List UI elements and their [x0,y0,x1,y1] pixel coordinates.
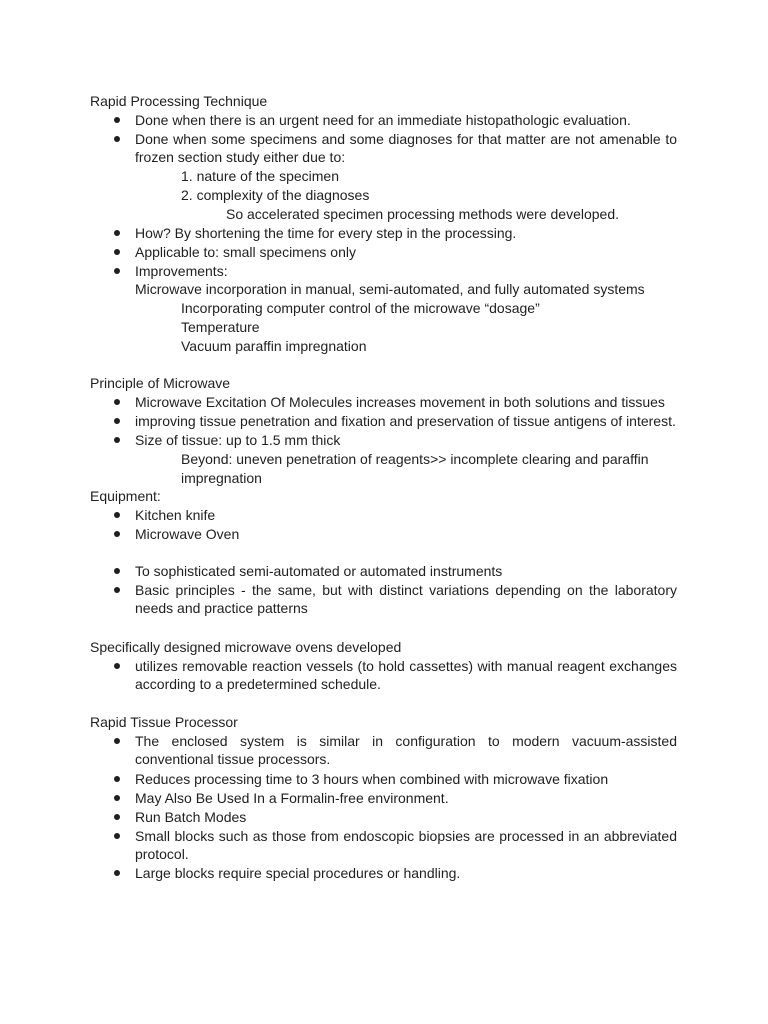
bullet [114,870,120,876]
bullet-text: The enclosed system is similar in configuration to modern vacuum-assisted conventional tissue processors. [135,733,677,767]
section-heading-processor: Rapid Tissue Processor [90,714,238,730]
bullet [114,230,120,236]
sub-item: 2. complexity of the diagnoses [181,187,370,203]
bullet-text: Reduces processing time to 3 hours when combined with microwave fixation [135,771,609,787]
bullet-text: Basic principles - the same, but with distinct variations depending on the laboratory needs and practice patterns [135,582,677,616]
bullet [114,814,120,820]
bullet-text: Microwave Excitation Of Molecules increases movement in both solutions and tissues [135,394,665,410]
bullet [114,776,120,782]
bullet-text: Run Batch Modes [135,809,247,825]
bullet-text: How? By shortening the time for every step in the processing. [135,225,517,241]
bullet-text: utilizes removable reaction vessels (to hold cassettes) with manual reagent exchanges according to a predetermined schedule. [135,658,677,692]
beyond-line: impregnation [181,470,262,486]
bullet-text: Done when there is an urgent need for an immediate histopathologic evaluation. [135,112,631,128]
bullet-text: Kitchen knife [135,507,216,523]
bullet [114,795,120,801]
bullet [114,587,120,593]
bullet [114,117,120,123]
bullet [114,512,120,518]
bullet [114,136,120,142]
beyond-line: Beyond: uneven penetration of reagents>> incomplete clearing and paraffin [181,451,649,467]
section-heading-principle: Principle of Microwave [90,375,231,391]
bullet-text: improving tissue penetration and fixation and preservation of tissue antigens of interest. [135,413,676,429]
section-heading-equipment: Equipment: [90,488,161,504]
bullet [114,833,120,839]
bullet-text: Done when some specimens and some diagnoses for that matter are not amenable to frozen section study either due to: [135,131,677,165]
improvement-sub-item: Vacuum paraffin impregnation [181,338,367,354]
note-line: So accelerated specimen processing methods were developed. [226,206,620,222]
improvement-sub-item: Temperature [181,319,260,335]
bullet [114,437,120,443]
bullet [114,249,120,255]
bullet [114,568,120,574]
bullet [114,531,120,537]
sub-item: 1. nature of the specimen [181,168,339,184]
bullet-text: Size of tissue: up to 1.5 mm thick [135,432,341,448]
bullet-text: Applicable to: small specimens only [135,244,356,260]
section-heading-rapid-processing: Rapid Processing Technique [90,93,268,109]
bullet [114,663,120,669]
bullet-text: Microwave Oven [135,526,240,542]
bullet-text: Small blocks such as those from endoscopic biopsies are processed in an abbreviated protocol. [135,828,677,862]
bullet-text: To sophisticated semi-automated or automated instruments [135,563,503,579]
bullet [114,738,120,744]
improvement-sub-item: Incorporating computer control of the microwave “dosage” [181,300,540,316]
bullet [114,399,120,405]
bullet-text: Large blocks require special procedures or handling. [135,865,461,881]
bullet [114,268,120,274]
bullet [114,418,120,424]
section-heading-ovens: Specifically designed microwave ovens developed [90,639,402,655]
improvement-line: Microwave incorporation in manual, semi-automated, and fully automated systems [135,281,645,297]
bullet-text: Improvements: [135,263,228,279]
bullet-text: May Also Be Used In a Formalin-free environment. [135,790,449,806]
